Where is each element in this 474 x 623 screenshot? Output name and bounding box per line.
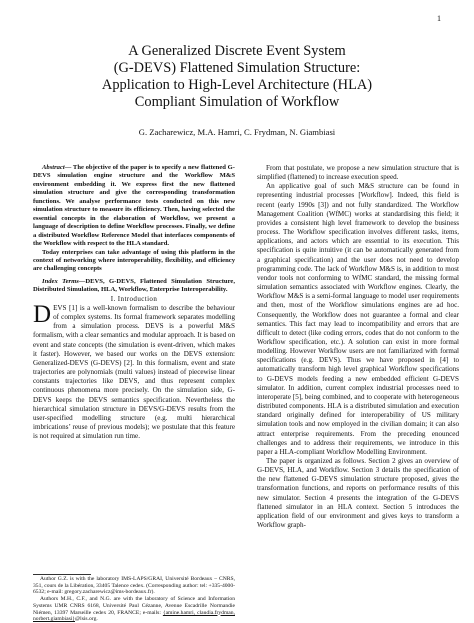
- footnote-2-domain: @lsis.org.: [75, 616, 98, 623]
- body-paragraph: An applicative goal of such M&S structure can be found in representing industrial processes [Workflow]. Indeed, this field is recent (early 1990s [3]) and not fully standardized. The Workflow Management Coalition (WfMC) works at standardising this field; it provides a consistent high level framework to develop the business process. The Workflow specification involves different tasks, items, applications, and actors which are essential to its execution. This specification is quite intuitive (it can be automatically generated from a graphical specification) and the user does not need to develop programming code. The lack of Workflow M&S is, in addition to most vendor tools not conforming to WfMC standard, the missing formal simulation semantics associated with Workflow engines. Clearly, the Workflow M&S is a semi-formal language to model user requirements and then, most of the Workflow simulations engines are ad hoc. Consequently, the Workflow does not guarantee a formal and clear semantics. This fact may lead to incompatibility and errors that are difficult to detect (like coding errors, codes that do not conform to the Workflow specification, etc.). A solution can exist in more formal modelling. However Workflow users are not familiarized with formal specifications (e.g. DEVS). Thus we have proposed in [4] to automatically transform high level graphical Workflow specifications to G-DEVS models feeding a new embedded efficient G-DEVS simulator. In addition, current complex industrial processes need to interoperate [5], being combined, and to cooperate with heterogeneous distributed components. HLA is a distributed simulation and execution standard originally defined for interoperability of US military simulation tools and now employed in the civilian domain; it can also attract enterprise requirements. From the preceding enounced challenges and to address their requirements, we introduce in this paper a HLA-compliant Workflow Modelling Environment.: [257, 182, 459, 456]
- footnote-1: Author G.Z. is with the laboratory IMS-LAPS/GRAI, Université Bordeaux – CNRS, 351, cours de la Libération, 33405 Talence cedex. (Corresponding author: tel: +335-4000-6532; e-mail: gregory.zacharewicz@ims-bordeaux.fr).: [33, 576, 235, 596]
- abstract-label: Abstract—: [42, 164, 72, 171]
- author-list: G. Zacharewicz, M.A. Hamri, C. Frydman, N. Giambiasi: [138, 127, 336, 137]
- intro-text: EVS [1] is a well-known formalism to describe the behaviour of complex systems. Its formal framework separates modelling from a simulation process. DEVS is a powerful M&S formalism, with a clear semantics and modular approach. It is based on event and state concepts (the simulation is event-driven, which makes it faster). However, we based our works on the DEVS extension: Generalized-DEVS (G-DEVS) [2]. In this formalism, event and state trajectories are polynomials (multi values) instead of piecewise linear constants trajectories like DEVS, and thus represent complex continuous phenomena more precisely. On the simulation side, G-DEVS keeps the DEVS semantics specification. Nevertheless the hierarchical simulation structure in DEVS/G-DEVS results from the user-specified modelling structure (e.g. multi hierarchical imbrications’ reuse of previous models); we postulate that this feature is not required at simulation run time.: [33, 303, 235, 441]
- abstract-text: The objective of the paper is to specify a new flattened G-DEVS simulation engine structure and the Workflow M&S environment embedding it. We express first the new flattened simulation structure and give the corresponding transformation functions. We analyse performance tests conducted on this new simulation structure to measure its efficiency. Then, having selected the essential concepts in the elaboration of Workflow, we present a language of description to define Workflow processes. Finally, we define a distributed Workflow Reference Model that interfaces components of the Workflow with respect to the HLA standard.: [33, 164, 235, 248]
- email-link[interactable]: {amine.hamri, claudia.frydman, norbert.giambiasi}: [33, 609, 235, 623]
- section-heading-introduction: I. Introduction: [110, 294, 158, 303]
- index-terms: [33, 278, 235, 295]
- drop-cap: D: [33, 300, 52, 328]
- title-line: Compliant Simulation of Workflow: [134, 94, 340, 110]
- title-line: A Generalized Discrete Event System: [128, 43, 346, 59]
- footnotes: [33, 576, 235, 623]
- footnote-2: [33, 596, 235, 623]
- abstract-paragraph-2: Today enterprises can take advantage of using this platform in the context of networking where interoperability, flexibility, and efficiency are challenging concepts: [33, 248, 235, 273]
- paper-title: [30, 43, 444, 111]
- page-number: 1: [437, 14, 441, 23]
- index-terms-label: Index Terms: [42, 277, 79, 285]
- index-terms-text: —DEVS, G-DEVS, Flattened Simulation Structure, Distributed Simulation, HLA, Workflow, Enterprise Interoperability.: [33, 277, 235, 294]
- title-line: (G-DEVS) Flattened Simulation Structure:: [113, 60, 361, 76]
- footnote-2-text: Authors M.H., C.F., and N.G. are with the laboratory of Science and Information Systems UMR CNRS 6168, Université Paul Cézanne, Avenue Escadrille Normandie Niémen, 13397 Marseille cedex 20, FRANCE; e-mails:: [33, 596, 235, 616]
- body-paragraph: The paper is organized as follows. Section 2 gives an overview of G-DEVS, HLA, and Workflow. Section 3 details the specification of the new flattened G-DEVS simulation structure proposed, gives the transformation functions, and reports on performance results of this new simulator. Section 4 presents the integration of the G-DEVS flattened simulator in an HLA context. Section 5 introduces the application field of our environment and gives keys to transform a Workflow graph-: [257, 457, 459, 530]
- abstract: [33, 164, 235, 249]
- intro-paragraph: [33, 300, 235, 441]
- left-column: [33, 164, 235, 441]
- title-line: Application to High-Level Architecture (HLA): [101, 77, 373, 93]
- right-column: [257, 164, 459, 530]
- footnote-rule: [33, 574, 91, 575]
- body-paragraph: From that postulate, we propose a new simulation structure that is simplified (flattened) to increase execution speed.: [257, 164, 459, 182]
